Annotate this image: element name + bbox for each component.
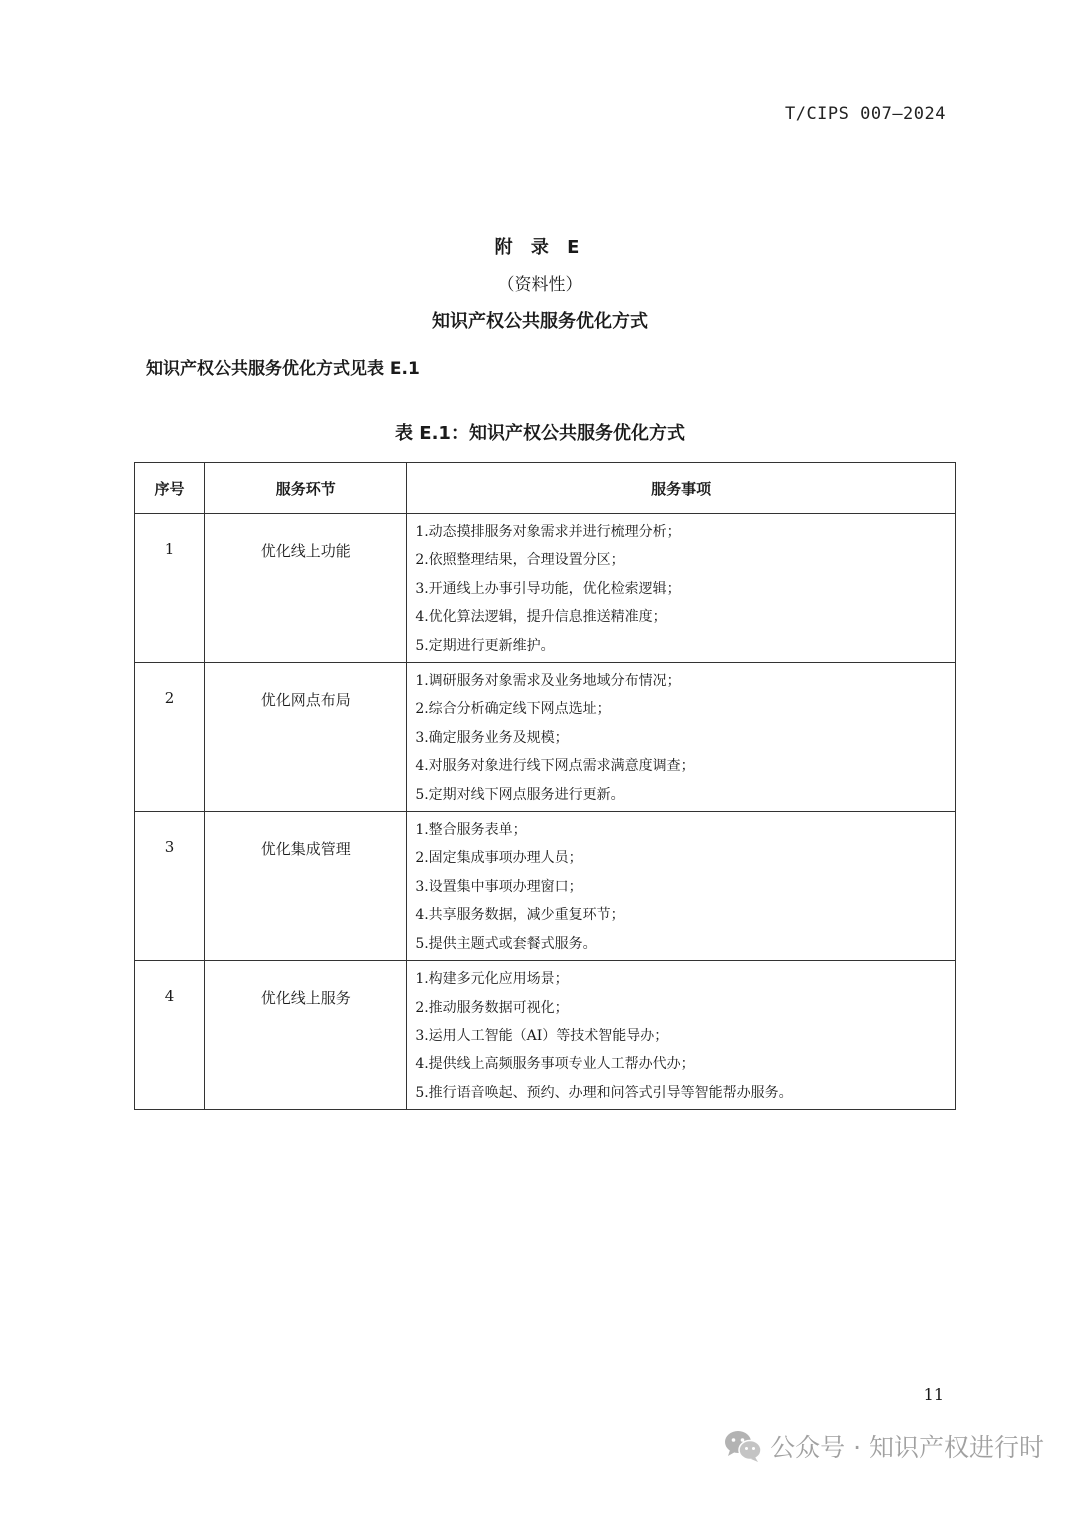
row-stage: 优化集成管理 <box>205 812 407 961</box>
service-item: 1.整合服务表单； <box>415 822 527 839</box>
service-item: 4.优化算法逻辑，提升信息推送精准度； <box>415 609 667 626</box>
service-item: 5.定期对线下网点服务进行更新。 <box>415 786 625 803</box>
row-number: 4 <box>135 961 205 1110</box>
table-row <box>135 514 956 663</box>
intro-text: 知识产权公共服务优化方式见表 E.1 <box>146 359 420 379</box>
wechat-icon <box>724 1429 762 1463</box>
appendix-name: 知识产权公共服务优化方式 <box>432 311 648 332</box>
appendix-type: （资料性） <box>497 275 583 295</box>
service-item: 2.固定集成事项办理人员； <box>415 850 583 867</box>
service-item: 3.运用人工智能（AI）等技术智能导办； <box>415 1027 669 1044</box>
row-items <box>407 812 956 961</box>
service-item: 5.定期进行更新维护。 <box>415 637 555 654</box>
watermark <box>724 1428 1044 1464</box>
service-item: 2.推动服务数据可视化； <box>415 999 569 1016</box>
row-items <box>407 663 956 812</box>
service-item: 1.构建多元化应用场景； <box>415 971 569 988</box>
appendix-title: 附 录 E <box>494 237 586 258</box>
service-item: 4.提供线上高频服务事项专业人工帮办代办； <box>415 1056 695 1073</box>
row-number: 3 <box>135 812 205 961</box>
header-items: 服务事项 <box>407 463 956 514</box>
optimization-table <box>134 462 956 1110</box>
service-item: 2.综合分析确定线下网点选址； <box>415 701 611 718</box>
service-item: 1.调研服务对象需求及业务地域分布情况； <box>415 673 681 690</box>
service-item: 3.确定服务业务及规模； <box>415 729 569 746</box>
service-item: 2.依照整理结果，合理设置分区； <box>415 552 625 569</box>
row-number: 2 <box>135 663 205 812</box>
table-row <box>135 961 956 1110</box>
row-stage: 优化网点布局 <box>205 663 407 812</box>
row-number: 1 <box>135 514 205 663</box>
service-item: 4.对服务对象进行线下网点需求满意度调查； <box>415 758 695 775</box>
row-stage: 优化线上功能 <box>205 514 407 663</box>
table-row <box>135 812 956 961</box>
row-items <box>407 514 956 663</box>
page-number: 11 <box>923 1385 944 1404</box>
header-no: 序号 <box>135 463 205 514</box>
table-caption: 表 E.1：知识产权公共服务优化方式 <box>395 423 685 444</box>
service-item: 3.设置集中事项办理窗口； <box>415 878 583 895</box>
watermark-text: 公众号 · 知识产权进行时 <box>770 1433 1044 1462</box>
document-code: T/CIPS 007—2024 <box>784 104 946 124</box>
service-item: 5.提供主题式或套餐式服务。 <box>415 935 597 952</box>
service-item: 5.推行语音唤起、预约、办理和问答式引导等智能帮办服务。 <box>415 1084 793 1101</box>
service-item: 1.动态摸排服务对象需求并进行梳理分析； <box>415 524 681 540</box>
table-row <box>135 663 956 812</box>
row-stage: 优化线上服务 <box>205 961 407 1110</box>
table-header-row <box>135 463 956 514</box>
header-stage: 服务环节 <box>205 463 407 514</box>
service-item: 3.开通线上办事引导功能，优化检索逻辑； <box>415 580 681 597</box>
service-item: 4.共享服务数据，减少重复环节； <box>415 907 625 924</box>
row-items <box>407 961 956 1110</box>
